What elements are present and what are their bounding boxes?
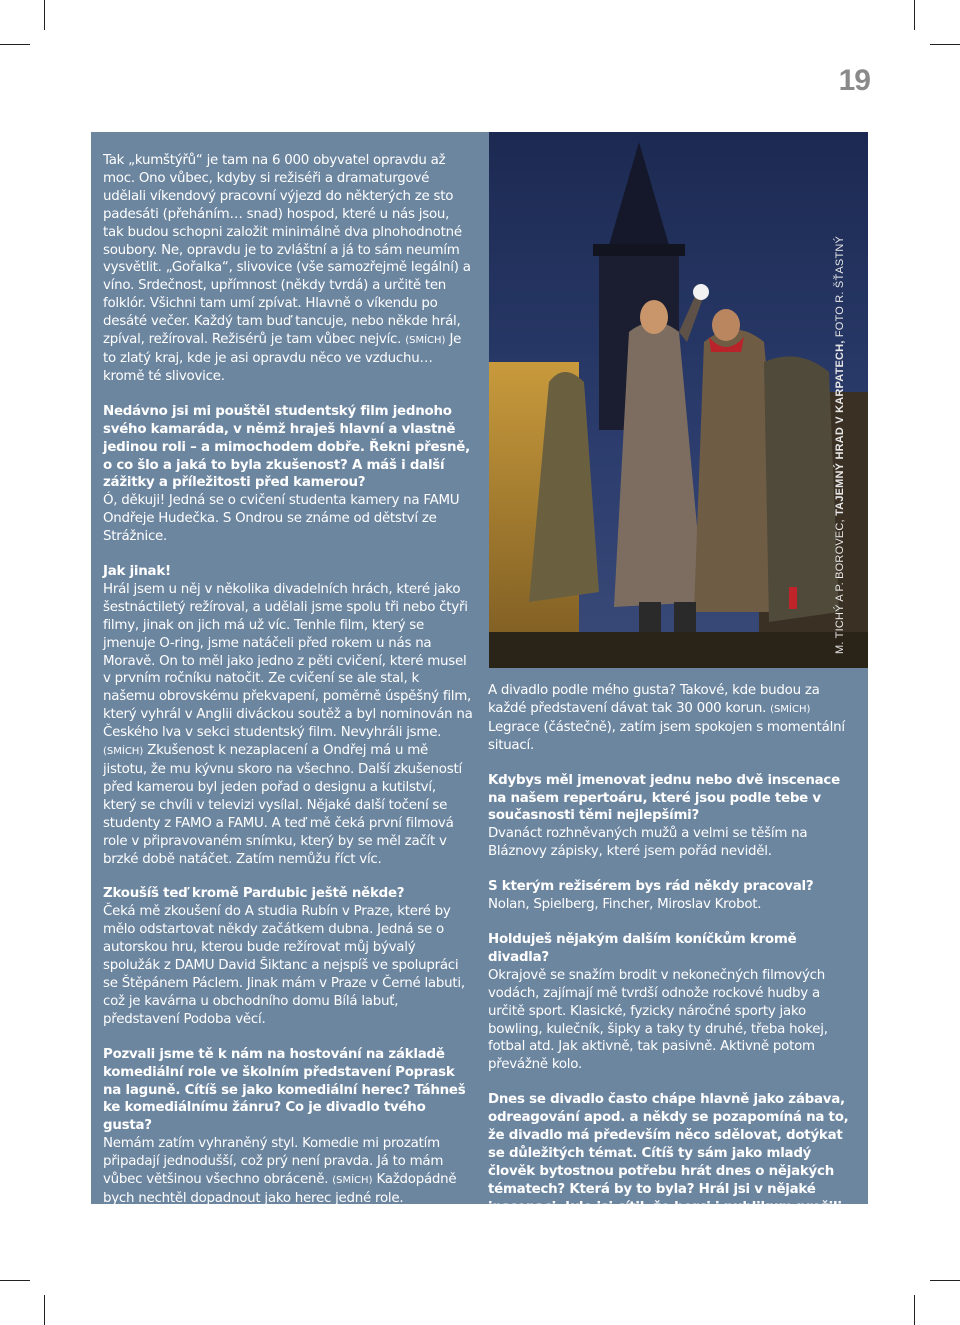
right-column xyxy=(488,682,860,1251)
qa-block xyxy=(488,1091,860,1234)
question: Pozvali jsme tě k nám na hostování na základě komediální role ve školním představení Poprask na laguně. Cítíš se jako komediální herec? Táhneš ke komediálnímu žánru? Co je divadlo tvého gusta? xyxy=(103,1046,466,1134)
crop-mark xyxy=(930,44,960,45)
answer: Nemám zatím vyhraněný styl. Komedie mi prozatím připadají jednodušší, což prý není pravda. Já to mám vůbec většinou všechno obráceně. xyxy=(103,1136,444,1188)
answer: Dvanáct rozhněvaných mužů a velmi se těším na Bláznovy zápisky, které jsem pořád neviděl. xyxy=(488,826,808,860)
theatre-photo-image xyxy=(489,132,868,668)
question: Nedávno jsi mi pouštěl studentský film jednoho svého kamaráda, v němž hraješ hlavní a vlastně jedinou roli – a mimochodem dobře. Řekni přesně, o co šlo a jaká to byla zkušenost? A máš i další zážitky a příležitosti před kamerou? xyxy=(103,403,470,491)
qa-block xyxy=(488,878,860,914)
question: Dnes se divadlo často chápe hlavně jako zábava, odreagování apod. a někdy se pozapomíná na to, že divadlo má především něco sdělovat, dotýkat se důležitých témat. Cítíš ty sám jako mladý člověk bytostnou potřebu hrát dnes o nějakých tématech? Která by to byla? Hrál jsi v nějaké inscenaci, kde jsi cítil, že herci i publikum prožili společnou katarzi? xyxy=(488,1092,849,1233)
qa-block xyxy=(103,885,473,1028)
laugh-note: (SMÍCH) xyxy=(405,335,446,347)
crop-mark xyxy=(44,1295,45,1325)
crop-mark xyxy=(44,0,45,30)
qa-block xyxy=(103,403,473,546)
photo-caption xyxy=(834,236,846,654)
caption-credit: FOTO R. ŠŤASTNÝ xyxy=(834,235,846,338)
laugh-note: (SMÍCH) xyxy=(770,703,811,715)
crop-mark xyxy=(914,1295,915,1325)
question: Holduješ nějakým dalším koníčkům kromě divadla? xyxy=(488,931,797,965)
answer: Okrajově se snažím brodit v nekonečných filmových vodách, zajímají mě tvrdší odnože rockové hudby a určitě sport. Klasické, fyzicky náročné sporty jako bowling, kulečník, šipky a taky ty druhé, třeba hokej, fotbal atd. Jak aktivně, tak pasivně. Aktivně potom převážně kolo. xyxy=(488,967,828,1073)
question: Zkoušíš teď kromě Pardubic ještě někde? xyxy=(103,886,405,902)
crop-mark xyxy=(914,0,915,30)
crop-mark xyxy=(0,1280,30,1281)
qa-block: Pozvali jsme tě k nám na hostování na základě komediální role ve školním představení Poprask na laguně. Cítíš se jako komediální herec? Táhneš ke komediálnímu žánru? Co je divadlo tvého gusta? Nemám zatím vyhraněný styl. Komedie mi prozatím připadají jednodušší, což prý není pravda. Já to mám vůbec většinou všechno obráceně. (SMÍCH) Každopádně bych nechtěl dopadnout jako herec jedné role. xyxy=(103,1046,473,1208)
page-number: 19 xyxy=(838,64,870,97)
question: Kdybys měl jmenovat jednu nebo dvě inscenace na našem repertoáru, které jsou podle tebe v současnosti těmi nejlepšími? xyxy=(488,772,840,824)
qa-block xyxy=(488,772,860,862)
qa-block xyxy=(488,931,860,1074)
laugh-note: (SMÍCH) xyxy=(103,746,144,758)
left-column xyxy=(103,152,473,1225)
question: S kterým režisérem bys rád někdy pracoval? xyxy=(488,879,814,895)
answer-paragraph: Tak „kumštýřů“ je tam na 6 000 obyvatel opravdu až moc. Ono vůbec, kdyby si režiséři a dramaturgové udělali víkendový pracovní výjezd do některých ze sto padesáti (přeháním… snad) hospod, které u nás jsou, tak budou schopni založit minimálně dva plnohodnotné soubory. Ne, opravdu je to zvláštní a já to sám neumím vysvětlit. „Gořalka“, slivovice (vše samozřejmě legální) a víno. Srdečnost, upřímnost (někdy tvrdá) a určitě ten folklór. Všichni tam umí zpívat. Hlavně o víkendu po desáté večer. Každý tam buď tancuje, nebo někde hrál, zpíval, režíroval. Režisérů je tam vůbec nejvíc. (SMÍCH) Je to zlatý kraj, kde je asi opravdu něco ve vzduchu… kromě té slivovice. xyxy=(103,153,471,384)
qa-block: Jak jinak! Hrál jsem u něj v několika divadelních hrách, které jako šestnáctiletý režíroval, a udělali jsme spolu tři nebo čtyři filmy, jinak on jich má už víc. Tenhle film, který se jmenuje O-ring, jsme natáčeli před rokem u nás na Moravě. On to měl jako jedno z pěti cvičení, které musel v prvním ročníku natočit. Ze cvičení se ale stal, k našemu obrovskému překvapení, poměrně úspěšný film, který vyhrál v Anglii diváckou soutěž a byl nominován na Českého lva v sekci studentský film. Nevyhráli jsme. (SMÍCH) Zkušenost k nezaplacení a Ondřej má u mě jistotu, že mu kývnu skoro na všechno. Další zkušeností před kamerou byl jeden pořad o designu a kutilství, který se chvíli v televizi vysílal. Nějaké další točení se studenty z FAMO a FAMU. A teď mě čeká první filmová role v připravovaném snímku, který by se měl začít v brzké době natáčet. Zatím nemůžu říct víc. xyxy=(103,564,473,867)
theatre-photo xyxy=(489,132,868,668)
laugh-note: (SMÍCH) xyxy=(332,1175,373,1187)
answer-paragraph: A divadlo podle mého gusta? Takové, kde budou za každé představení dávat tak 30 000 korun. (SMÍCH) Legrace (částečně), zatím jsem spokojen s momentální situací. xyxy=(488,683,845,753)
answer: Ó, děkuji! Jedná se o cvičení studenta kamery na FAMU Ondřeje Hudečka. S Ondrou se známe od dětství ze Strážnice. xyxy=(103,493,460,545)
caption-title: TAJEMNÝ HRAD V KARPATECH, xyxy=(834,340,846,516)
answer: Čeká mě zkoušení do A studia Rubín v Praze, které by mělo odstartovat někdy začátkem dubna. Jedná se o autorskou hru, kterou bude režírovat můj bývalý spolužák z DAMU David Šiktanc a nejspíš ve spolupráci se Štěpánem Páclem. Jinak mám v Praze v Černé labuti, což je kavárna u obchodního domu Bílá labuť, představení Podoba věcí. xyxy=(103,904,465,1027)
crop-mark xyxy=(930,1280,960,1281)
crop-mark xyxy=(0,44,30,45)
caption-prefix: M. TICHÝ A P. BOROVEC, xyxy=(834,519,846,654)
question: Jak jinak! xyxy=(103,564,171,580)
answer: Hrál jsem u něj v několika divadelních hrách, které jako šestnáctiletý režíroval, a udělali jsme spolu tři nebo čtyři filmy, jinak on jich má už víc. Tenhle film, který se jmenuje O-ring, jsme natáčeli před rokem u nás na Moravě. On to měl jako jedno z pěti cvičení, které musel v prvním ročníku natočit. Ze cvičení se ale stal, k našemu obrovskému překvapení, poměrně úspěšný film, který vyhrál v Anglii diváckou soutěž a byl nominován na Českého lva v sekci studentský film. Nevyhráli jsme. xyxy=(103,581,473,741)
answer: Nolan, Spielberg, Fincher, Miroslav Krobot. xyxy=(488,897,762,913)
